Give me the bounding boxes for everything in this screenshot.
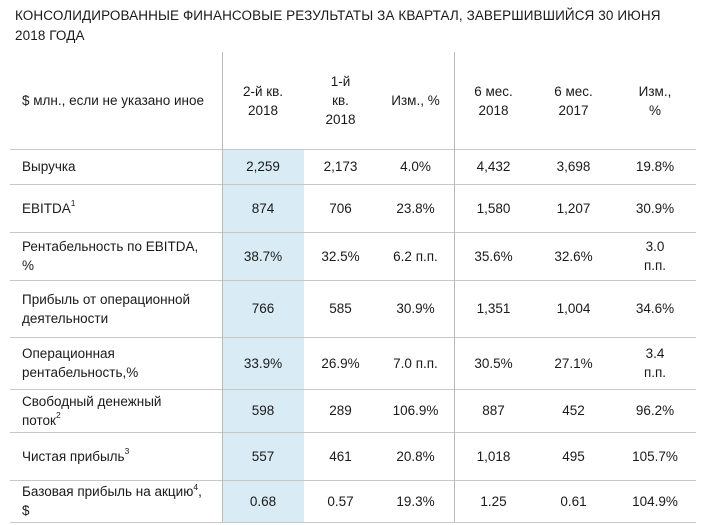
header-col-3-line: Изм., % xyxy=(391,93,440,108)
row-label xyxy=(22,184,220,232)
value-text: 7.0 п.п. xyxy=(393,355,438,371)
row-label-text xyxy=(22,392,161,430)
value-cell xyxy=(377,280,454,337)
value-text: 27.1% xyxy=(554,355,593,371)
footnote-marker: 4 xyxy=(193,481,199,492)
value-text: 874 xyxy=(251,200,275,216)
value-text: 1,018 xyxy=(476,448,511,464)
value-text: 32.5% xyxy=(321,248,360,264)
value-cell xyxy=(377,149,454,184)
row-label-line xyxy=(22,363,138,382)
header-col-2-text xyxy=(325,72,355,129)
row-label-line-text: EBITDA xyxy=(22,200,71,216)
row-label xyxy=(22,389,220,432)
value-cell xyxy=(377,184,454,232)
header-col-2 xyxy=(304,52,377,149)
header-col-4-text xyxy=(474,82,513,120)
value-cell xyxy=(614,432,696,480)
value-cell xyxy=(304,480,377,522)
value-cell xyxy=(454,432,533,480)
header-col-6-text xyxy=(639,82,672,120)
value-text: 289 xyxy=(329,403,352,418)
title-line-1: КОНСОЛИДИРОВАННЫЕ ФИНАНСОВЫЕ РЕЗУЛЬТАТЫ ЗА КВАРТАЛ, ЗАВЕРШИВШИЙСЯ 30 ИЮНЯ xyxy=(15,8,661,23)
header-col-2-line: 1-й xyxy=(330,74,351,89)
row-label-line xyxy=(22,237,198,256)
row-label xyxy=(22,149,220,184)
value-text: 23.8% xyxy=(396,200,435,216)
value-cell xyxy=(304,149,377,184)
value-text: 452 xyxy=(562,403,585,418)
value-text: 1,207 xyxy=(556,200,591,216)
value-cell xyxy=(614,184,696,232)
row-label-line-text: Рентабельность по EBITDA, xyxy=(22,239,199,254)
value-text: 1.25 xyxy=(480,493,507,509)
value-cell xyxy=(533,280,614,337)
value-cell xyxy=(614,232,696,280)
row-label-line xyxy=(22,392,161,411)
row-label-text xyxy=(22,447,129,466)
value-cell xyxy=(614,280,696,337)
value-text: 0.57 xyxy=(327,493,354,509)
value-cell xyxy=(377,389,454,432)
row-label-comma: , xyxy=(198,484,202,499)
row-label-line-text: Прибыль от операционной xyxy=(22,291,191,307)
value-cell xyxy=(533,480,614,522)
value-cell xyxy=(533,184,614,232)
footnote-marker: 3 xyxy=(124,446,130,456)
value-text: 104.9% xyxy=(632,493,678,509)
value-text: 26.9% xyxy=(321,355,360,371)
row-label-text xyxy=(22,199,76,218)
value-cell xyxy=(304,232,377,280)
header-col-1-text xyxy=(243,82,283,120)
value-text: 887 xyxy=(482,403,505,418)
row-label xyxy=(22,280,220,337)
value-cell xyxy=(454,389,533,432)
value-text: 3.0 п.п. xyxy=(643,239,667,273)
value-cell xyxy=(222,480,304,522)
value-text: 3,698 xyxy=(556,159,591,174)
value-cell xyxy=(454,184,533,232)
value-text: 2,259 xyxy=(246,159,280,174)
value-text: 32.6% xyxy=(554,248,593,264)
value-text: 557 xyxy=(251,448,275,464)
row-label-line xyxy=(22,447,129,466)
value-cell xyxy=(533,432,614,480)
row-label-line xyxy=(22,290,190,309)
value-cell xyxy=(533,389,614,432)
value-cell xyxy=(454,149,533,184)
value-text: 2,173 xyxy=(323,159,358,174)
value-text: 1,004 xyxy=(556,301,591,316)
row-label-text xyxy=(22,482,202,520)
row-label-line-text: Выручка xyxy=(22,159,76,174)
header-col-6 xyxy=(614,52,696,149)
value-text: 706 xyxy=(329,200,352,216)
header-col-3 xyxy=(377,52,454,149)
value-text: 461 xyxy=(329,448,352,464)
header-col-4-line: 6 мес. xyxy=(474,83,513,99)
header-col-5-text xyxy=(554,82,593,120)
value-text: 495 xyxy=(562,448,585,464)
value-text: 19.3% xyxy=(396,493,435,509)
value-cell xyxy=(377,480,454,522)
value-text: 30.9% xyxy=(635,200,675,216)
value-text: 30.9% xyxy=(396,301,435,316)
header-col-5 xyxy=(533,52,614,149)
value-text: 33.9% xyxy=(243,355,283,371)
row-label xyxy=(22,337,220,389)
value-text: 106.9% xyxy=(392,403,439,418)
row-label xyxy=(22,480,220,522)
value-cell xyxy=(222,389,304,432)
value-text: 4.0% xyxy=(400,159,431,174)
row-label-text xyxy=(22,237,198,275)
footnote-marker: 1 xyxy=(70,198,76,208)
value-cell xyxy=(304,280,377,337)
header-col-1-line: 2018 xyxy=(247,102,279,118)
value-cell xyxy=(377,432,454,480)
row-label-text xyxy=(22,157,76,176)
row-label-line-text: деятельности xyxy=(22,310,109,326)
value-text: 4,432 xyxy=(476,159,511,174)
value-text: 35.6% xyxy=(474,248,513,264)
row-label xyxy=(22,432,220,480)
value-cell xyxy=(614,480,696,522)
row-label-line-text: Чистая прибыль xyxy=(22,448,125,464)
row-label-line-text: поток xyxy=(22,412,56,428)
value-cell xyxy=(454,480,533,522)
value-text: 30.5% xyxy=(474,355,513,371)
row-label-line xyxy=(22,482,202,501)
row-label-text xyxy=(22,344,138,382)
value-cell xyxy=(614,149,696,184)
value-text: 766 xyxy=(251,301,275,316)
value-cell xyxy=(222,280,304,337)
row-label xyxy=(22,232,220,280)
value-cell xyxy=(454,280,533,337)
value-cell xyxy=(222,432,304,480)
value-cell xyxy=(304,184,377,232)
value-text: 1,351 xyxy=(476,301,511,316)
table-title xyxy=(15,6,705,46)
header-col-3-text xyxy=(391,91,439,110)
value-cell xyxy=(222,337,304,389)
value-cell xyxy=(304,389,377,432)
header-col-4-line: 2018 xyxy=(478,102,509,118)
value-cell xyxy=(304,337,377,389)
title-line-2: 2018 ГОДА xyxy=(15,28,85,43)
value-cell xyxy=(377,232,454,280)
header-col-2-line: кв. xyxy=(332,93,349,108)
value-text: 96.2% xyxy=(635,403,675,418)
row-label-line xyxy=(22,199,76,218)
value-cell xyxy=(222,232,304,280)
value-cell xyxy=(614,389,696,432)
row-label-line-text: % xyxy=(22,258,35,273)
row-divider xyxy=(10,522,696,523)
header-col-6-line: Изм., xyxy=(638,83,672,99)
row-label-line-text: рентабельность,% xyxy=(22,365,139,380)
row-label-line xyxy=(22,256,198,275)
value-text: 20.8% xyxy=(396,448,435,464)
value-text: 1,580 xyxy=(476,200,511,216)
header-col-1-line: 2-й кв. xyxy=(242,83,284,99)
row-label-line xyxy=(22,344,138,363)
value-cell xyxy=(222,149,304,184)
value-text: 3.4 п.п. xyxy=(643,346,667,380)
value-cell xyxy=(304,432,377,480)
value-cell xyxy=(533,232,614,280)
header-col-4 xyxy=(454,52,533,149)
value-text: 19.8% xyxy=(635,159,675,174)
row-label-line xyxy=(22,157,76,176)
value-text: 585 xyxy=(329,301,352,316)
value-cell xyxy=(222,184,304,232)
header-label: $ млн., если не указано иное xyxy=(22,93,204,108)
value-text: 6.2 п.п. xyxy=(393,248,438,264)
value-cell xyxy=(454,232,533,280)
value-cell xyxy=(533,149,614,184)
row-label-line-text: $ xyxy=(22,503,30,518)
value-cell xyxy=(533,337,614,389)
header-col-1 xyxy=(222,52,304,149)
value-text: 0.61 xyxy=(560,493,587,509)
header-col-5-line: 2017 xyxy=(558,102,589,118)
row-label-text xyxy=(22,290,190,328)
row-label-line-text: Свободный денежный xyxy=(22,393,162,409)
row-label-line xyxy=(22,411,161,430)
row-label-line xyxy=(22,309,190,328)
footnote-marker: 2 xyxy=(55,410,61,420)
value-text: 105.7% xyxy=(632,448,678,464)
row-label-line-text: Операционная xyxy=(22,346,115,361)
value-cell xyxy=(614,337,696,389)
header-col-5-line: 6 мес. xyxy=(554,83,593,99)
header-col-6-line: % xyxy=(648,102,661,118)
row-label-line xyxy=(22,501,202,520)
value-cell xyxy=(454,337,533,389)
value-text: 598 xyxy=(251,403,275,418)
row-label-line-text: Базовая прибыль на акцию xyxy=(22,484,194,499)
value-text: 34.6% xyxy=(635,301,675,316)
value-text: 0.68 xyxy=(249,493,277,509)
header-col-2-line: 2018 xyxy=(325,112,356,127)
value-text: 38.7% xyxy=(243,248,283,264)
value-cell xyxy=(377,337,454,389)
